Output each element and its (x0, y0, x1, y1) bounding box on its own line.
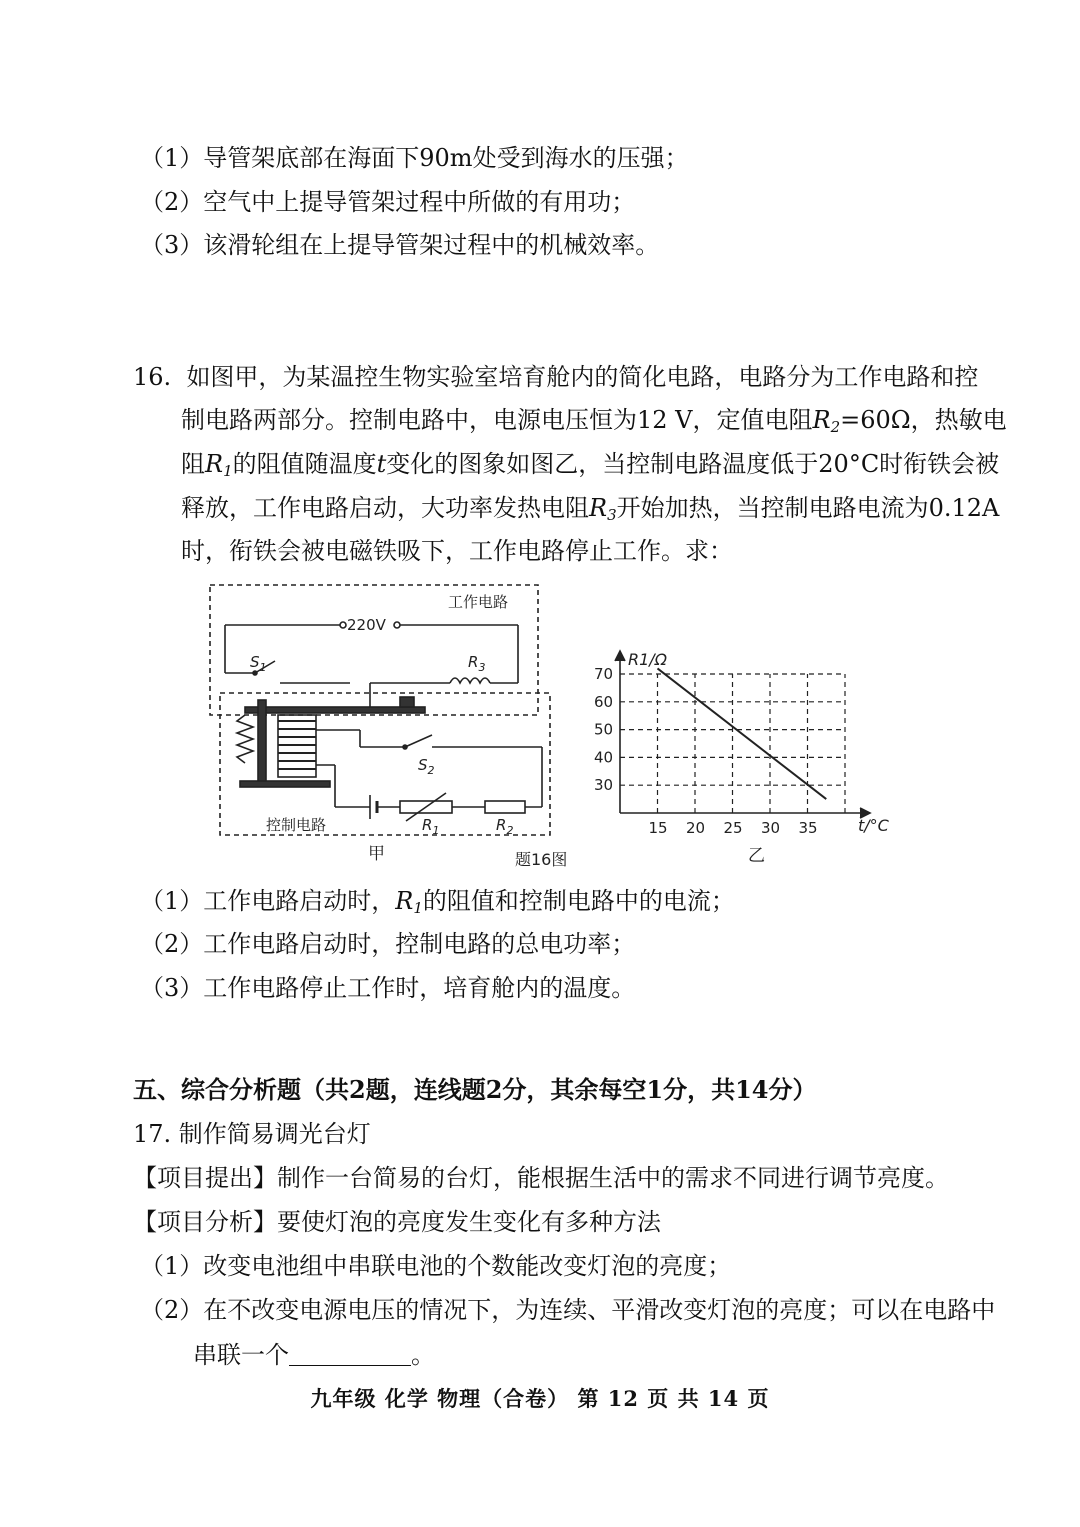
x-tick-label: 15 (648, 819, 668, 837)
spring-icon (237, 715, 253, 763)
q16-line-5: 时，衔铁会被电磁铁吸下，工作电路停止工作。求： (181, 537, 733, 565)
s1-label: $S_1$ (250, 653, 267, 674)
s2-label: $S_2$ (418, 756, 435, 777)
r3-symbol: R (589, 494, 608, 522)
q16-item-1b: 的阻值和控制电路中的电流； (422, 887, 735, 915)
contact-post (400, 697, 414, 707)
figure-caption: 题16图 (515, 850, 568, 869)
graph-x-axis-label: t/°C (858, 816, 889, 835)
q17-para-3: （1）改变电池组中串联电池的个数能改变灯泡的亮度； (140, 1252, 732, 1280)
s2-switch (405, 735, 432, 747)
q16-line-1 (133, 361, 978, 393)
q16-text-3b: 的阻值随温度 (232, 450, 377, 478)
q17-para-5a: 串联一个 (193, 1341, 289, 1369)
q16-text-4b: 开始加热，当控制电路电流为0.12A (616, 494, 1000, 522)
y-tick-label: 70 (594, 665, 614, 683)
q16-item-2: （2）工作电路启动时，控制电路的总电功率； (140, 930, 636, 958)
q16-text-2a: 制电路两部分。控制电路中，电源电压恒为12 V，定值电阻 (181, 406, 813, 434)
r2-subscript: 2 (830, 418, 841, 436)
figure-yi-label: 乙 (748, 846, 765, 866)
x-tick-label: 35 (798, 819, 818, 837)
q16-number: 16. (133, 363, 172, 391)
q15-item-1: （1）导管架底部在海面下90m处受到海水的压强； (140, 144, 689, 172)
q16-text-3c: 变化的图象如图乙，当控制电路温度低于20°C时衔铁会被 (386, 450, 1000, 478)
graph-grid (620, 674, 845, 813)
q16-item-1a: （1）工作电路启动时， (140, 887, 396, 915)
r3-label: $R_3$ (468, 653, 486, 674)
y-tick-label: 40 (594, 748, 614, 767)
r2-symbol: R (812, 406, 831, 434)
armature-bar (245, 707, 425, 713)
control-circuit-label: 控制电路 (266, 816, 327, 834)
r2-resistor (485, 801, 525, 813)
r1-subscript: 1 (223, 462, 233, 480)
q16-text-4a: 释放，工作电路启动，大功率发热电阻 (181, 494, 589, 522)
x-tick-label: 30 (761, 819, 781, 837)
question-16-figure (200, 575, 900, 875)
y-tick-label: 30 (594, 776, 614, 795)
q15-item-3: （3）该滑轮组在上提导管架过程中的机械效率。 (140, 231, 660, 259)
answer-blank[interactable] (289, 1343, 411, 1366)
graph-y-axis-label: R1/Ω (628, 650, 667, 669)
q17-para-2: 【项目分析】要使灯泡的亮度发生变化有多种方法 (133, 1208, 661, 1236)
q17-para-1: 【项目提出】制作一台简易的台灯，能根据生活中的需求不同进行调节亮度。 (133, 1164, 949, 1192)
q16-item-3: （3）工作电路停止工作时，培育舱内的温度。 (140, 974, 636, 1002)
x-tick-label: 25 (723, 819, 743, 837)
figure-jia-label: 甲 (368, 844, 385, 864)
q16-text-2b: =60Ω，热敏电 (840, 406, 1007, 434)
y-tick-label: 50 (594, 720, 614, 739)
r1-symbol: R (205, 450, 224, 478)
r3-subscript: 3 (607, 506, 617, 524)
q16-text-1: 如图甲，为某温控生物实验室培育舱内的简化电路，电路分为工作电路和控 (186, 363, 979, 391)
x-tick-label: 20 (686, 819, 706, 837)
q16-item-1-r1: R (395, 887, 414, 915)
q16-line-3 (181, 448, 999, 487)
electromagnet-coil (278, 721, 316, 769)
work-circuit-label: 工作电路 (448, 593, 509, 611)
y-tick-label: 60 (594, 692, 614, 711)
t-variable: t (376, 450, 387, 478)
q16-item-1 (140, 885, 735, 924)
r1-temperature-line (658, 668, 827, 799)
q17-para-5b: 。 (411, 1341, 435, 1369)
section-5-heading: 五、综合分析题（共2题，连线题2分，其余每空1分，共14分） (133, 1075, 817, 1104)
r3-heating-coil (450, 678, 490, 683)
graph-tick-labels (594, 665, 818, 837)
q16-item-1-r1-sub: 1 (413, 899, 423, 917)
q15-item-2: （2）空气中上提导管架过程中所做的有用功； (140, 188, 636, 216)
r2-label: $R_2$ (496, 816, 514, 837)
q16-text-3a: 阻 (181, 450, 205, 478)
q17-para-5 (193, 1339, 435, 1371)
q16-line-4 (181, 492, 999, 531)
q17-title: 17. 制作简易调光台灯 (133, 1120, 371, 1148)
q17-para-4: （2）在不改变电源电压的情况下，为连续、平滑改变灯泡的亮度；可以在电路中 (140, 1296, 996, 1324)
voltage-label: 220V (347, 616, 386, 634)
q16-line-2 (181, 404, 1007, 443)
page-footer: 九年级 化学 物理（合卷） 第 12 页 共 14 页 (310, 1386, 770, 1411)
r1-label: $R_1$ (422, 816, 440, 837)
